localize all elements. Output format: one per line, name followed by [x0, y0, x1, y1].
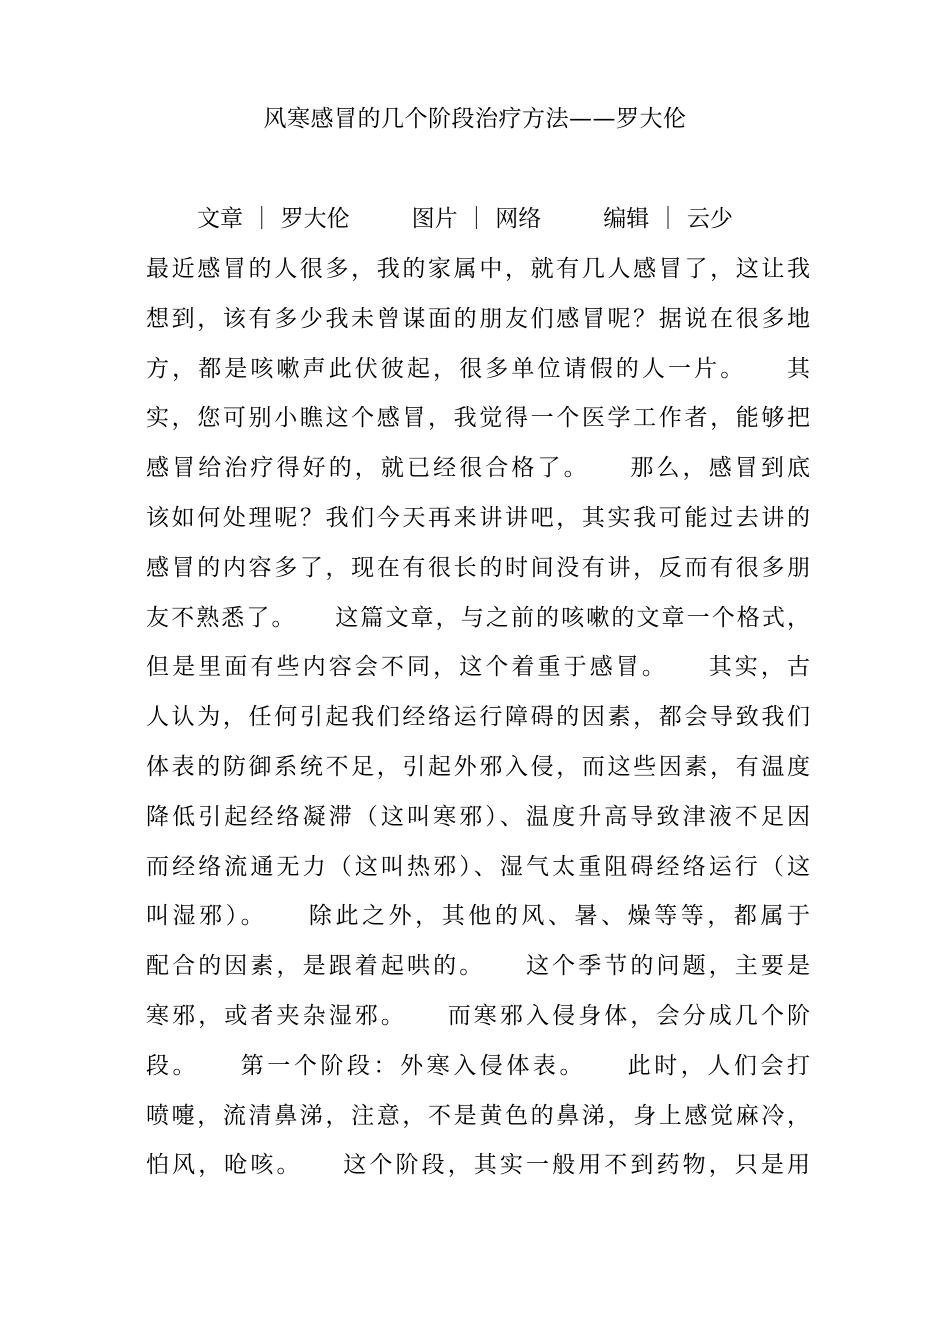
- body-line: 最近感冒的人很多，我的家属中，就有几人感冒了，这让我: [146, 256, 810, 282]
- byline-author: 文章 ｜ 罗大伦: [197, 206, 350, 232]
- body-line: 友不熟悉了。 这篇文章，与之前的咳嗽的文章一个格式，: [146, 604, 810, 631]
- byline-editor: 编辑 ｜ 云少: [603, 206, 733, 232]
- body-line: 实，您可别小瞧这个感冒，我觉得一个医学工作者，能够把: [146, 405, 810, 432]
- byline-images: 图片 ｜ 网络: [411, 206, 542, 232]
- body-line: 喷嚏，流清鼻涕，注意，不是黄色的鼻涕，身上感觉麻冷，: [146, 1102, 810, 1129]
- body-line: 想到，该有多少我未曾谋面的朋友们感冒呢？据说在很多地: [146, 305, 810, 332]
- body-line: 感冒给治疗得好的，就已经很合格了。 那么，感冒到底: [146, 455, 810, 482]
- body-line: 寒邪，或者夹杂湿邪。 而寒邪入侵身体，会分成几个阶: [146, 1002, 810, 1029]
- body-line: 段。 第一个阶段：外寒入侵体表。 此时，人们会打: [146, 1052, 810, 1079]
- body-line: 怕风，呛咳。 这个阶段，其实一般用不到药物，只是用: [146, 1152, 810, 1179]
- body-line: 叫湿邪）。 除此之外，其他的风、暑、燥等等，都属于: [146, 903, 810, 930]
- body-line: 感冒的内容多了，现在有很长的时间没有讲，反而有很多朋: [146, 554, 810, 581]
- body-line: 而经络流通无力（这叫热邪）、湿气太重阻碍经络运行（这: [146, 853, 810, 880]
- body-line: 但是里面有些内容会不同，这个着重于感冒。 其实，古: [146, 654, 810, 681]
- article-body: [146, 252, 810, 1198]
- body-line: 降低引起经络凝滞（这叫寒邪）、温度升高导致津液不足因: [146, 803, 810, 830]
- body-line: 配合的因素，是跟着起哄的。 这个季节的问题，主要是: [146, 953, 810, 980]
- body-line: 该如何处理呢？我们今天再来讲讲吧，其实我可能过去讲的: [146, 504, 810, 531]
- document-title: 风寒感冒的几个阶段治疗方法——罗大伦: [263, 106, 687, 132]
- byline: [197, 203, 733, 235]
- body-line: 方，都是咳嗽声此伏彼起，很多单位请假的人一片。 其: [146, 355, 810, 382]
- body-line: 人认为，任何引起我们经络运行障碍的因素，都会导致我们: [146, 704, 810, 731]
- body-line: 体表的防御系统不足，引起外邪入侵，而这些因素，有温度: [146, 753, 810, 780]
